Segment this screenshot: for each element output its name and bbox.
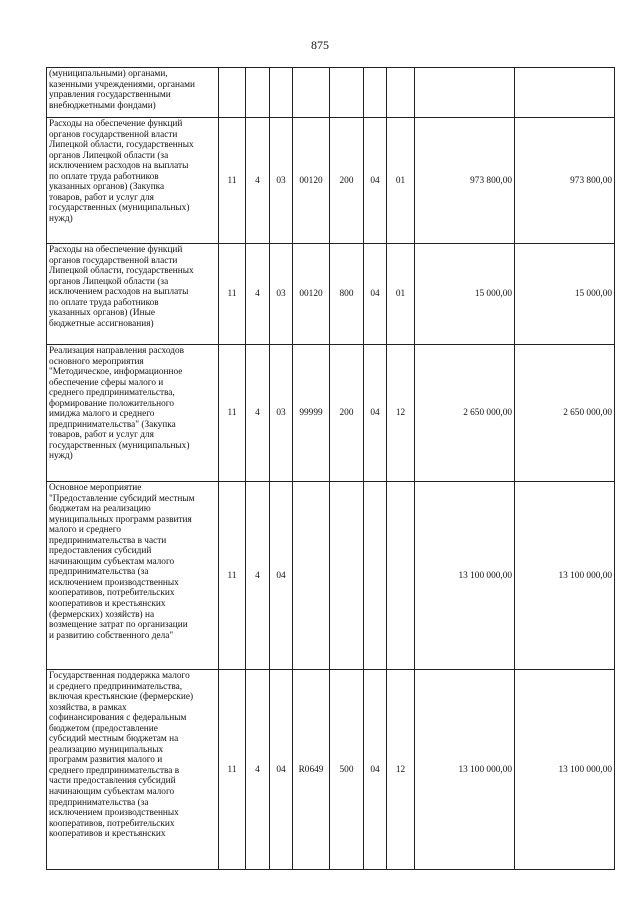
amount-cell: 15 000,00 [415, 244, 515, 345]
code-cell: 99999 [293, 345, 330, 482]
code-cell: 04 [364, 670, 387, 870]
code-cell: 03 [270, 244, 293, 345]
code-cell [246, 68, 270, 118]
amount-cell: 15 000,00 [515, 244, 615, 345]
code-cell [364, 68, 387, 118]
code-cell [387, 482, 415, 670]
row-description: Реализация направления расходов основного мероприятия "Методическое, информационное обеспечение сферы малого и среднего предпринимательства, формирование положительного имиджа малого и среднего предпринимательства" (Закупка товаров, работ и услуг для государственных (муниципальных) нужд) [47, 345, 219, 482]
row-description: (муниципальными) органами, казенными учреждениями, органами управления государственными внебюджетными фондами) [47, 68, 219, 118]
amount-cell: 2 650 000,00 [515, 345, 615, 482]
code-cell: 12 [387, 345, 415, 482]
amount-cell: 2 650 000,00 [415, 345, 515, 482]
amount-cell: 13 100 000,00 [415, 670, 515, 870]
code-cell: 4 [246, 118, 270, 244]
code-cell: 11 [219, 118, 246, 244]
code-cell: R0649 [293, 670, 330, 870]
row-description: Расходы на обеспечение функций органов государственной власти Липецкой области, государственных органов Липецкой области (за исключением расходов на выплаты по оплате труда работников указанных органов) (Закупка товаров, работ и услуг для государственных (муниципальных) нужд) [47, 118, 219, 244]
code-cell: 4 [246, 670, 270, 870]
code-cell: 04 [364, 118, 387, 244]
code-cell: 03 [270, 118, 293, 244]
amount-cell: 973 800,00 [515, 118, 615, 244]
code-cell: 4 [246, 482, 270, 670]
amount-cell [415, 68, 515, 118]
code-cell: 12 [387, 670, 415, 870]
code-cell [364, 482, 387, 670]
code-cell: 4 [246, 345, 270, 482]
code-cell: 04 [364, 244, 387, 345]
code-cell [219, 68, 246, 118]
code-cell: 200 [330, 345, 364, 482]
table-row [47, 345, 615, 482]
code-cell: 11 [219, 345, 246, 482]
amount-cell: 973 800,00 [415, 118, 515, 244]
code-cell [330, 482, 364, 670]
amount-cell: 13 100 000,00 [415, 482, 515, 670]
code-cell: 04 [270, 482, 293, 670]
amount-cell: 13 100 000,00 [515, 670, 615, 870]
code-cell: 00120 [293, 118, 330, 244]
code-cell: 04 [270, 670, 293, 870]
code-cell: 00120 [293, 244, 330, 345]
code-cell: 01 [387, 244, 415, 345]
table-row [47, 670, 615, 870]
code-cell [293, 68, 330, 118]
code-cell: 11 [219, 670, 246, 870]
code-cell: 03 [270, 345, 293, 482]
code-cell: 200 [330, 118, 364, 244]
code-cell [387, 68, 415, 118]
code-cell: 11 [219, 244, 246, 345]
row-description: Государственная поддержка малого и среднего предпринимательства, включая крестьянские (фермерские) хозяйства, в рамках софинансирования с федеральным бюджетом (предоставление субсидий местным бюджетам на реализацию муниципальных программ развития малого и среднего предпринимательства в части предоставления субсидий начинающим субъектам малого предпринимательства (за исключением производственных кооперативов, потребительских кооперативов и крестьянских [47, 670, 219, 870]
table-row [47, 244, 615, 345]
code-cell: 11 [219, 482, 246, 670]
code-cell [293, 482, 330, 670]
page-number: 875 [311, 38, 329, 52]
code-cell [330, 68, 364, 118]
code-cell [270, 68, 293, 118]
budget-table [46, 67, 615, 870]
code-cell: 500 [330, 670, 364, 870]
code-cell: 04 [364, 345, 387, 482]
code-cell: 4 [246, 244, 270, 345]
code-cell: 01 [387, 118, 415, 244]
table-row [47, 482, 615, 670]
row-description: Расходы на обеспечение функций органов государственной власти Липецкой области, государственных органов Липецкой области (за исключением расходов на выплаты по оплате труда работников указанных органов) (Иные бюджетные ассигнования) [47, 244, 219, 345]
table-row [47, 68, 615, 118]
code-cell: 800 [330, 244, 364, 345]
table-row [47, 118, 615, 244]
amount-cell: 13 100 000,00 [515, 482, 615, 670]
amount-cell [515, 68, 615, 118]
row-description: Основное мероприятие "Предоставление субсидий местным бюджетам на реализацию муниципальных программ развития малого и среднего предпринимательства в части предоставления субсидий начинающим субъектам малого предпринимательства (за исключением производственных кооперативов, потребительских кооперативов и крестьянских (фермерских) хозяйств) на возмещение затрат по организации и развитию собственного дела" [47, 482, 219, 670]
